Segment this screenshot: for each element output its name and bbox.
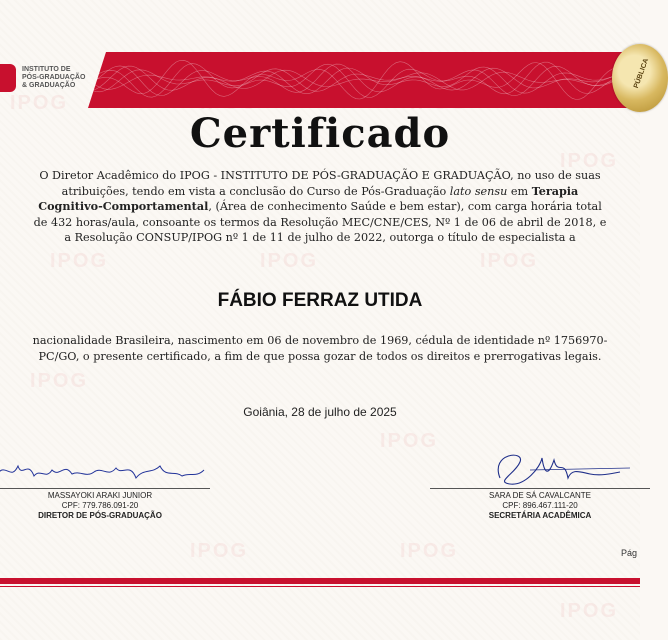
signer-cpf: CPF: 896.467.111-20	[502, 501, 578, 510]
course-name: Terapia Cognitivo-Comportamental	[38, 183, 579, 213]
signature-line	[430, 488, 650, 489]
recipient-name: FÁBIO FERRAZ UTIDA	[217, 290, 423, 311]
watermark: IPOG	[10, 92, 69, 114]
signer-role: SECRETÁRIA ACADÊMICA	[488, 511, 592, 520]
institution-logo	[0, 64, 85, 92]
place-date: Goiânia, 28 de julho de 2025	[243, 405, 397, 419]
watermark: IPOG	[560, 150, 619, 172]
watermark: IPOG	[30, 370, 89, 392]
logo-line: PÓS-GRADUAÇÃO	[22, 74, 86, 81]
page-label: Pág	[621, 548, 638, 558]
seal-text: PÚBLICA	[632, 57, 651, 90]
signature-line	[0, 488, 210, 489]
signer-name: SARA DE SÁ CAVALCANTE	[489, 491, 591, 500]
watermark: IPOG	[190, 540, 249, 562]
logo-text	[22, 66, 85, 90]
watermark: IPOG	[380, 430, 439, 452]
logo-mark-icon	[0, 64, 16, 92]
handwritten-signature-icon	[0, 448, 210, 488]
signature-block-secretary	[420, 448, 660, 521]
signer-role: DIRETOR DE PÓS-GRADUAÇÃO	[38, 511, 162, 520]
intro-text: , (Área de conhecimento Saúde e bem estar), com carga horária total de 432 horas/aula, consoante os termos da Resolução MEC/CNE/CES, Nº 1 de 06 de abril de 2018, e a Resolução CONSUP/IPOG nº 1 de 11 de julho de 2022, outorga o título de especialista a	[33, 200, 607, 244]
signature-block-director	[0, 448, 220, 521]
logo-line: INSTITUTO DE	[22, 66, 71, 73]
intro-italic: lato sensu	[449, 184, 508, 198]
handwritten-signature-icon	[430, 448, 650, 488]
intro-text: O Diretor Acadêmico do IPOG - INSTITUTO DE PÓS-GRADUAÇÃO E GRADUAÇÃO, no uso de suas atribuições, tendo em vista a conclusão do Curso de Pós-Graduação	[39, 169, 601, 198]
bottom-border-thin	[0, 586, 640, 587]
certificate-intro	[30, 168, 610, 246]
recipient-details: nacionalidade Brasileira, nascimento em 06 de novembro de 1969, cédula de identidade nº 1756970-PC/GO, o presente certificado, a fim de que possa gozar de todos os direitos e prerrogativas legais.	[32, 334, 608, 363]
watermark: IPOG	[260, 250, 319, 272]
watermark: IPOG	[400, 540, 459, 562]
watermark: IPOG	[560, 600, 619, 622]
logo-line: & GRADUAÇÃO	[22, 82, 76, 89]
intro-text: em	[507, 184, 532, 198]
signer-name: MASSAYOKI ARAKI JUNIOR	[47, 491, 153, 500]
gold-seal-icon	[612, 44, 668, 112]
signer-cpf: CPF: 779.786.091-20	[61, 501, 139, 510]
certificate-title: Certificado	[189, 110, 451, 157]
watermark: IPOG	[480, 250, 539, 272]
watermark: IPOG	[50, 250, 109, 272]
ribbon-banner	[88, 52, 640, 108]
bottom-border	[0, 578, 640, 584]
